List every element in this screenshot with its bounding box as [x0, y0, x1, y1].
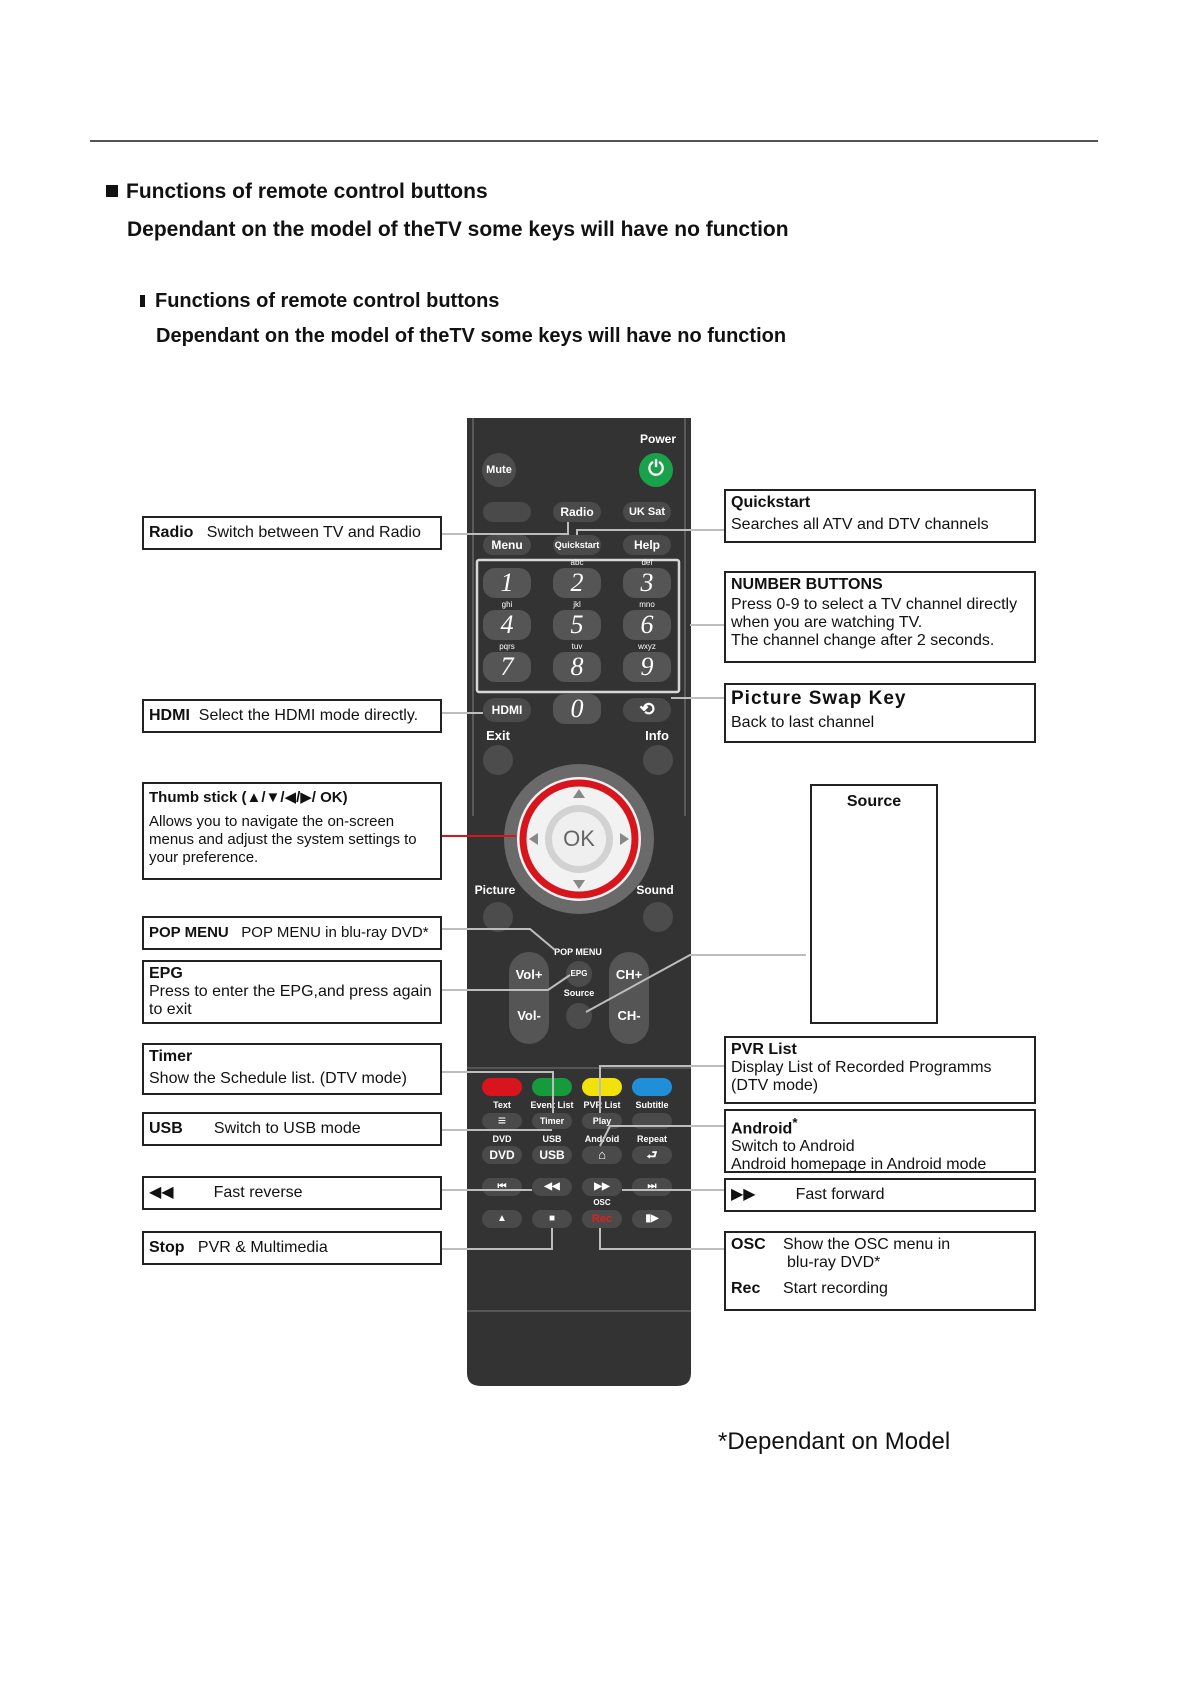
callout-key: Picture Swap Key: [731, 688, 907, 709]
callout-text: when you are watching TV.: [731, 614, 923, 631]
text-label: Text: [493, 1100, 511, 1110]
callout-text: Select the HDMI mode directly.: [198, 707, 419, 724]
eventlist-label: Event List: [530, 1100, 574, 1110]
info-label: Info: [645, 728, 669, 743]
callout-usb: [142, 1112, 442, 1146]
fast-forward-icon: ▶▶: [731, 1186, 756, 1203]
heading-title: Functions of remote control buttons: [126, 180, 488, 203]
sound-label: Sound: [636, 883, 674, 897]
callout-key: HDMI: [149, 707, 190, 724]
callout-osc-rec: [724, 1231, 1036, 1311]
power-label: Power: [639, 432, 676, 446]
callout-source: [810, 784, 938, 1024]
number-key-7: 7: [483, 652, 531, 682]
callout-key: POP MENU: [149, 924, 229, 941]
callout-key: USB: [149, 1120, 183, 1137]
picture-swap-icon: ⟲: [623, 698, 671, 722]
number-key-6: 6: [623, 610, 671, 640]
popmenu-label: POP MENU: [554, 947, 602, 957]
callout-stop: [142, 1231, 442, 1265]
number-key-4: 4: [483, 610, 531, 640]
vol-up-label: Vol+: [515, 967, 543, 982]
letters-jkl: jkl: [573, 600, 581, 609]
ok-label: OK: [563, 826, 595, 851]
fast-forward-icon: ▶▶: [582, 1178, 622, 1196]
callout-text: PVR & Multimedia: [197, 1239, 328, 1256]
home-icon: ⌂: [582, 1146, 622, 1164]
callout-radio: [142, 516, 442, 550]
callout-text: Switch to USB mode: [213, 1120, 361, 1137]
callout-picture-swap: [724, 683, 1036, 743]
callout-number-buttons: [724, 571, 1036, 663]
callout-text: Start recording: [783, 1280, 888, 1297]
section-subheading: Dependant on the model of theTV some keys will have no function: [127, 218, 789, 241]
dvd-key: DVD: [482, 1146, 522, 1164]
callout-key: PVR List: [731, 1041, 797, 1058]
callout-key: Timer: [149, 1048, 193, 1065]
callout-quickstart: [724, 489, 1036, 543]
ch-up-label: CH+: [615, 967, 643, 982]
step-icon: ▮▶: [632, 1210, 672, 1228]
heading-title-2: Functions of remote control buttons: [155, 290, 500, 312]
usb-key: USB: [532, 1146, 572, 1164]
callout-text: Display List of Recorded Programms: [731, 1059, 992, 1076]
callout-timer: [142, 1043, 442, 1095]
callout-key: OSC: [731, 1236, 766, 1253]
callout-epg: [142, 960, 442, 1024]
hdmi-key: HDMI: [483, 698, 531, 722]
letters-ghi: ghi: [501, 600, 513, 609]
stop-icon: ■: [532, 1210, 572, 1228]
repeat-icon: ⮐: [632, 1146, 672, 1164]
callout-thumbstick: [142, 782, 442, 880]
callout-fast-reverse: [142, 1176, 442, 1210]
repeat-label: Repeat: [636, 1134, 667, 1144]
callout-android: [724, 1109, 1036, 1173]
epg-button: EPG: [566, 961, 592, 987]
power-icon: ⏻: [639, 453, 673, 487]
number-key-8: 8: [553, 652, 601, 682]
pvrlist-label: PVR List: [583, 1100, 621, 1110]
subtitle-label: Subtitle: [635, 1100, 669, 1110]
help-key: Help: [623, 535, 671, 555]
letters-mno: mno: [639, 600, 655, 609]
callout-text: Searches all ATV and DTV channels: [731, 516, 989, 533]
exit-label: Exit: [486, 728, 510, 743]
callout-key: NUMBER BUTTONS: [731, 576, 883, 593]
callout-text: blu-ray DVD*: [787, 1254, 881, 1271]
teletext-icon: ≡: [482, 1113, 522, 1129]
callout-key: Android: [731, 1120, 793, 1138]
callout-text: The channel change after 2 seconds.: [731, 632, 995, 649]
mute-button: Mute: [482, 453, 516, 487]
picture-label: Picture: [474, 883, 516, 897]
callout-text: Press to enter the EPG,and press again to exit: [149, 983, 432, 1018]
number-key-3: 3: [623, 568, 671, 598]
callout-text: POP MENU in blu-ray DVD*: [241, 924, 429, 941]
menu-key: Menu: [483, 535, 531, 555]
callout-fast-forward: [724, 1178, 1036, 1212]
source-label: Source: [563, 988, 595, 998]
callout-text: Switch to Android: [731, 1138, 855, 1156]
callout-text: Switch between TV and Radio: [206, 524, 421, 541]
letters-wxyz: wxyz: [638, 642, 656, 651]
number-key-2: 2: [553, 568, 601, 598]
callout-text: Press 0-9 to select a TV channel directly: [731, 596, 1018, 613]
previous-icon: ⏮: [482, 1178, 522, 1196]
number-key-0: 0: [553, 694, 601, 724]
letters-def: def: [641, 558, 653, 567]
dvd-label: DVD: [492, 1134, 512, 1144]
callout-key: Thumb stick (▲/▼/◀/▶/ OK): [149, 789, 348, 806]
callout-text: Android homepage in Android mode: [731, 1156, 987, 1174]
callout-key: Stop: [149, 1239, 185, 1256]
callout-text: Show the OSC menu in: [783, 1236, 951, 1253]
callout-pvr-list: [724, 1036, 1036, 1104]
section-subheading-2: Dependant on the model of theTV some keys will have no function: [156, 325, 787, 347]
eject-icon: ▲: [482, 1210, 522, 1228]
rewind-icon: ◀◀: [149, 1184, 174, 1201]
number-key-5: 5: [553, 610, 601, 640]
callout-text: Allows you to navigate the on-screen menus and adjust the system settings to your preference.: [149, 813, 417, 866]
callout-text: Show the Schedule list. (DTV mode): [149, 1070, 407, 1087]
footnote: *Dependant on Model: [718, 1428, 951, 1455]
number-key-1: 1: [483, 568, 531, 598]
callout-hdmi: [142, 699, 442, 733]
play-key: Play: [582, 1113, 622, 1129]
radio-key: Radio: [553, 502, 601, 522]
callout-key: Quickstart: [731, 494, 811, 511]
ch-down-label: CH-: [617, 1008, 641, 1023]
timer-key: Timer: [532, 1113, 572, 1129]
android-label: Android: [584, 1134, 620, 1144]
callout-key: EPG: [149, 965, 183, 982]
callout-text: Fast reverse: [213, 1184, 303, 1201]
rewind-icon: ◀◀: [532, 1178, 572, 1196]
usb-label: USB: [542, 1134, 562, 1144]
quickstart-key: Quickstart: [553, 535, 601, 555]
vol-down-label: Vol-: [517, 1008, 541, 1023]
next-icon: ⏭: [632, 1178, 672, 1196]
osc-label: OSC: [593, 1198, 611, 1207]
callout-popmenu: [142, 916, 442, 950]
callout-text: Back to last channel: [731, 714, 875, 731]
letters-abc: abc: [570, 558, 584, 567]
letters-tuv: tuv: [571, 642, 583, 651]
callout-text: (DTV mode): [731, 1077, 819, 1094]
number-key-9: 9: [623, 652, 671, 682]
rec-key: Rec: [582, 1210, 622, 1228]
uksat-key: UK Sat: [623, 502, 671, 522]
asterisk: *: [792, 1115, 798, 1130]
callout-key: Radio: [149, 524, 194, 541]
letters-pqrs: pqrs: [499, 642, 515, 651]
callout-key: Source: [846, 793, 902, 810]
callout-text: Fast forward: [795, 1186, 885, 1203]
callout-key: Rec: [731, 1280, 761, 1297]
